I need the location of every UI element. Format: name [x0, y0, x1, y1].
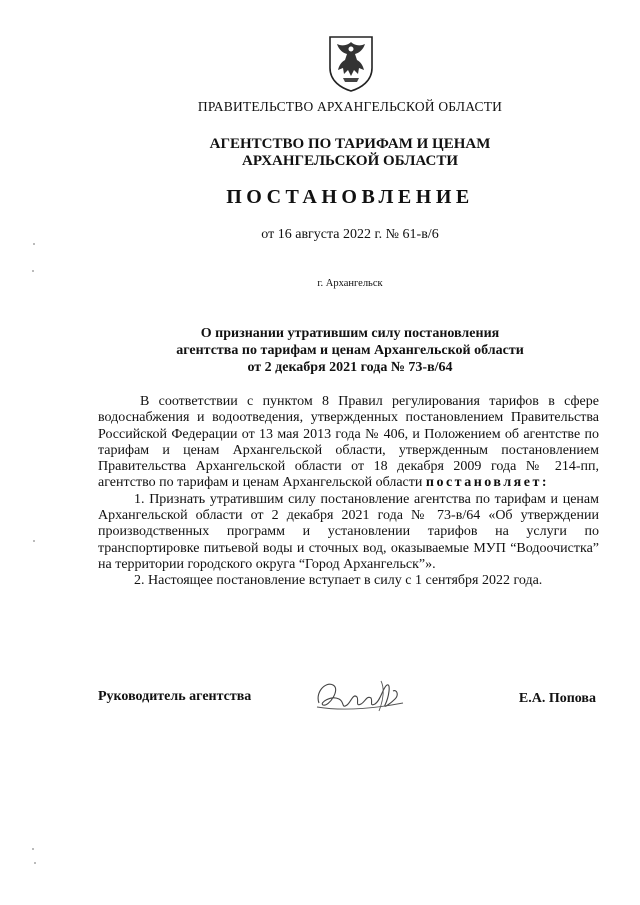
agency-line-2: АРХАНГЕЛЬСКОЙ ОБЛАСТИ — [242, 153, 458, 169]
item-2: 2. Настоящее постановление вступает в силу с 1 сентября 2022 года. — [134, 573, 543, 589]
preamble-text: В соответствии с пунктом 8 Правил регулирования тарифов в сфере водоснабжения и водоотведения, утвержденных постановлением Правительства Российской Федерации от 13 мая 2013 года № 406, и Положением об агентстве по тарифам и ценам Архангельской области, утвержденным постановлением Правительства Архангельской области от 18 декабря 2009 года № 214-пп, агентство по тарифам и ценам Архангельской области — [98, 394, 599, 491]
preamble-paragraph — [98, 394, 599, 492]
document-type: ПОСТАНОВЛЕНИЕ — [226, 186, 474, 208]
signature-block — [98, 689, 596, 719]
item-1: 1. Признать утратившим силу постановление агентства по тарифам и ценам Архангельской области от 2 декабря 2021 года № 73-в/64 «Об утверждении производственных программ и установлении тарифов на услуги по транспортировке питьевой воды и сточных вод, оказываемые МУП “Водоочистка” на территории городского округа “Город Архангельск”». — [98, 491, 599, 572]
document-city: г. Архангельск — [317, 278, 383, 289]
signatory-name: Е.А. Попова — [518, 691, 596, 706]
coat-of-arms-icon — [327, 34, 375, 92]
document-body — [98, 394, 599, 590]
signatory-title: Руководитель агентства — [98, 689, 252, 704]
agency-line-1: АГЕНТСТВО ПО ТАРИФАМ И ЦЕНАМ — [209, 136, 491, 152]
government-name: ПРАВИТЕЛЬСТВО АРХАНГЕЛЬСКОЙ ОБЛАСТИ — [197, 99, 503, 114]
subject-line-3: от 2 декабря 2021 года № 73-в/64 — [247, 360, 453, 375]
handwritten-signature — [311, 673, 411, 717]
subject-line-2: агентства по тарифам и ценам Архангельской области — [176, 343, 524, 358]
document-date-number: от 16 августа 2022 г. № 61-в/6 — [261, 227, 439, 242]
agency-name — [60, 136, 640, 170]
subject-line-1: О признании утратившим силу постановления — [200, 326, 500, 341]
document-subject — [60, 325, 640, 376]
decree-word: постановляет: — [425, 475, 549, 491]
